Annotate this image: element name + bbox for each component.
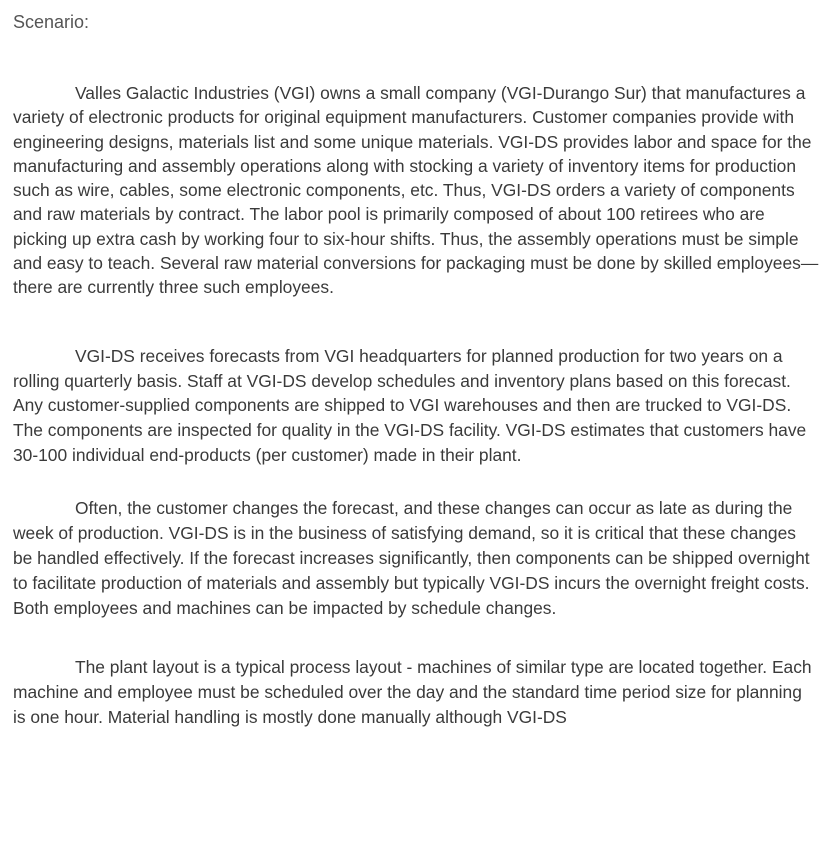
paragraph-plant-layout: The plant layout is a typical process layout - machines of similar type are located together. Each machine and employee must be scheduled over the day and the standard time period size for planning is one hour. Material handling is mostly done manually although VGI-DS (13, 656, 812, 727)
paragraph-forecasting: VGI-DS receives forecasts from VGI headquarters for planned production for two years on a rolling quarterly basis. Staff at VGI-DS develop schedules and inventory plans based on this forecast. Any customer-supplied components are shipped to VGI warehouses and then are trucked to VGI-DS. The components are inspected for quality in the VGI-DS facility. VGI-DS estimates that customers have 30-100 individual end-products (per customer) made in their plant. (13, 345, 807, 466)
document-page (13, 10, 819, 729)
paragraph-forecast-changes: Often, the customer changes the forecast, and these changes can occur as late as during the week of production. VGI-DS is in the business of satisfying demand, so it is critical that these changes be handled effectively. If the forecast increases significantly, then components can be shipped overnight to facilitate production of materials and assembly but typically VGI-DS incurs the overnight freight costs. Both employees and machines can be impacted by schedule changes. (13, 498, 810, 618)
scenario-heading: Scenario: (13, 12, 90, 32)
paragraph-company-overview: Valles Galactic Industries (VGI) owns a small company (VGI-Durango Sur) that manufactures a variety of electronic products for original equipment manufacturers. Customer companies provide with engineering designs, materials list and some unique materials. VGI-DS provides labor and space for the manufacturing and assembly operations along with stocking a variety of inventory items for production such as wire, cables, some electronic components, etc. Thus, VGI-DS orders a variety of components and raw materials by contract. The labor pool is primarily composed of about 100 retirees who are picking up extra cash by working four to six-hour shifts. Thus, the assembly operations must be simple and easy to teach. Several raw material conversions for packaging must be done by skilled employees—there are currently three such employees. (13, 83, 819, 298)
